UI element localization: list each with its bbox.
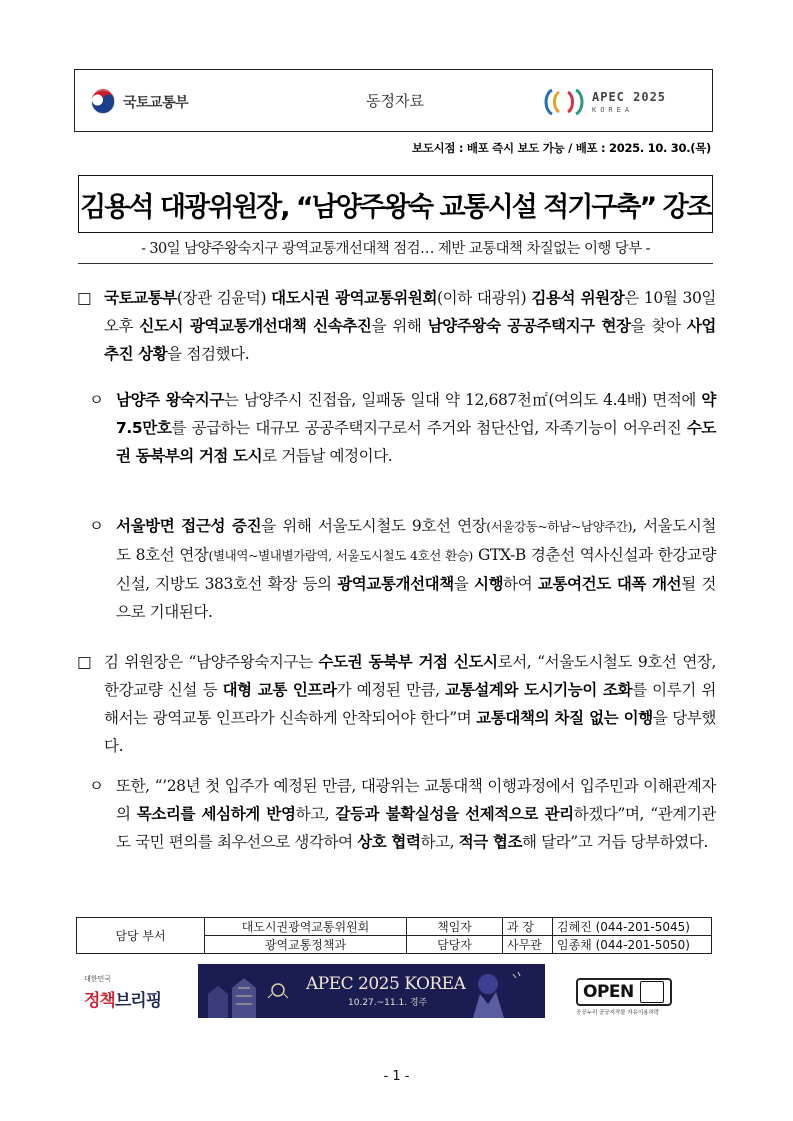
text-strong: 대형 교통 인프라 bbox=[222, 681, 337, 699]
text-strong: 광역교통개선대책 bbox=[337, 575, 454, 593]
briefing-text-a: 정책 bbox=[84, 991, 115, 1011]
text-strong: 목소리를 세심하게 반영 bbox=[136, 805, 296, 823]
text: 하고, bbox=[295, 805, 336, 823]
text: , 서울도시철도 8호선 연장 bbox=[116, 517, 717, 564]
text: 하고, bbox=[420, 833, 459, 851]
text: 을 위해 서울도시철도 9호선 연장 bbox=[261, 517, 487, 535]
text: 로서, “서울도시철도 9호선 연장, 한강교량 신설 등 bbox=[104, 653, 717, 699]
circle-bullet: ㅇ bbox=[89, 391, 104, 409]
briefing-text-b: 브리핑 bbox=[114, 991, 162, 1011]
person-cell: 임종채 (044-201-5050) bbox=[553, 936, 712, 954]
subtitle: - 30일 남양주왕숙지구 광역교통개선대책 점검… 제반 교통대책 차질없는 이행 당부 - bbox=[141, 241, 650, 257]
text: 을 점검했다. bbox=[167, 345, 250, 363]
text-small: (별내역~별내별가람역, 서울도시철도 4호선 환승) bbox=[208, 548, 473, 563]
dept-label: 담당 부서 bbox=[77, 918, 205, 954]
text: 을 위해 bbox=[371, 317, 428, 335]
text: 해 달라”고 거듭 당부하였다. bbox=[522, 833, 708, 851]
paragraph-3 bbox=[89, 512, 717, 626]
text-strong: 적극 협조 bbox=[458, 833, 523, 851]
role-cell: 책임자 bbox=[407, 918, 503, 936]
square-bullet: □ bbox=[77, 289, 92, 307]
text-strong: 국토교통부 bbox=[104, 289, 177, 307]
text: 를 이루기 위해서는 광역교통 인프라가 신속하게 안착되어야 한다”며 bbox=[104, 681, 717, 727]
paragraph-1 bbox=[77, 284, 716, 368]
text-strong: 수도권 동북부 거점 신도시 bbox=[318, 653, 498, 671]
apec-subtitle: KOREA bbox=[592, 106, 634, 114]
doc-type: 동정자료 bbox=[366, 92, 424, 110]
text-strong: 상호 협력 bbox=[357, 833, 421, 851]
apec-logo bbox=[542, 84, 682, 120]
text: GTX-B 경춘선 역사신설과 한강교량 신설, 지방도 383호선 확장 등의 bbox=[116, 546, 716, 593]
text: 하겠다”며, “관계기관도 국민 편의를 최우선으로 생각하여 bbox=[116, 805, 717, 851]
text: 로 거듭날 예정이다. bbox=[262, 447, 393, 465]
text: 은 10월 30일 오후 bbox=[104, 289, 716, 335]
text: 될 것으로 기대된다. bbox=[116, 575, 716, 621]
text-strong: 서울방면 접근성 증진 bbox=[116, 517, 262, 535]
ministry-logo bbox=[89, 88, 209, 116]
text: 하여 bbox=[503, 575, 538, 593]
text: 를 공급하는 대규모 공공주택지구로서 주거와 첨단산업, 자족기능이 어우러진 bbox=[171, 419, 687, 437]
text-strong: 사업 추진 상황 bbox=[104, 317, 716, 363]
banner-date: 10.27.~11.1. 경주 bbox=[348, 998, 428, 1008]
text: 을 bbox=[453, 575, 475, 593]
circle-bullet: ㅇ bbox=[89, 517, 104, 535]
text: (이하 대광위) bbox=[437, 289, 532, 307]
dept-name: 대도시권광역교통위원회 bbox=[205, 918, 407, 936]
text: 을 당부했다. bbox=[104, 709, 717, 755]
text-strong: 신도시 광역교통개선대책 신속추진 bbox=[139, 317, 372, 335]
contact-table bbox=[76, 917, 712, 954]
person-icon bbox=[640, 981, 664, 1003]
dept-name: 광역교통정책과 bbox=[205, 936, 407, 954]
table-row bbox=[77, 918, 712, 936]
text-strong: 교통여건도 대폭 개선 bbox=[537, 575, 682, 593]
text-small: (서울강동~하남~남양주간) bbox=[486, 519, 633, 534]
divider bbox=[78, 263, 713, 264]
text: 가 예정된 만큼, bbox=[336, 681, 446, 699]
ministry-name: 국토교통부 bbox=[123, 95, 189, 111]
banner-title: APEC 2025 KOREA bbox=[306, 974, 466, 994]
open-license-logo bbox=[576, 978, 674, 1018]
square-bullet: □ bbox=[77, 653, 92, 671]
apec-banner bbox=[198, 964, 545, 1018]
release-info: 보도시점 : 배포 즉시 보도 가능 / 배포 : 2025. 10. 30.(목) bbox=[411, 141, 711, 155]
page-title: 김용석 대광위원장, “남양주왕숙 교통시설 적기구축” 강조 bbox=[80, 191, 711, 223]
text-strong: 남양주왕숙 공공주택지구 현장 bbox=[427, 317, 631, 335]
text-strong: 교통대책의 차질 없는 이행 bbox=[476, 709, 653, 727]
apec-mark-icon bbox=[542, 86, 586, 118]
open-text: OPEN bbox=[583, 982, 634, 1002]
text-strong: 남양주 왕숙지구 bbox=[116, 391, 224, 409]
header-box bbox=[74, 69, 713, 132]
text: 는 남양주시 진접읍, 일패동 일대 약 12,687천㎡(여의도 4.4배) 면적에 bbox=[223, 391, 702, 409]
text: 또한, “’28년 첫 입주가 예정된 만큼, 대광위는 교통대책 이행과정에서 입주민과 이해관계자의 bbox=[116, 777, 716, 823]
text: (장관 김윤덕) bbox=[176, 289, 272, 307]
title-box bbox=[78, 175, 713, 233]
text-strong: 갈등과 불확실성을 선제적으로 관리 bbox=[335, 805, 574, 823]
policy-briefing-logo bbox=[84, 974, 174, 1018]
paragraph-2 bbox=[89, 386, 716, 470]
text-strong: 교통설계와 도시기능이 조화 bbox=[445, 681, 633, 699]
open-caption: 공공누리 공공저작물 자유이용허락 bbox=[576, 1010, 660, 1016]
person-cell: 김혜진 (044-201-5045) bbox=[553, 918, 712, 936]
text-strong: 김용석 위원장 bbox=[531, 289, 625, 307]
apec-title: APEC 2025 bbox=[592, 90, 667, 104]
title-cell: 과 장 bbox=[503, 918, 553, 936]
paragraph-5 bbox=[89, 772, 717, 856]
paragraph-4 bbox=[77, 648, 717, 760]
korea-label: 대한민국 bbox=[84, 975, 112, 983]
text-strong: 시행 bbox=[474, 575, 504, 593]
text: 김 위원장은 “남양주왕숙지구는 bbox=[104, 653, 319, 671]
page-number: - 1 - bbox=[383, 1069, 410, 1084]
text-strong: 수도권 동북부의 거점 도시 bbox=[116, 419, 716, 465]
text-strong: 약 7.5만호 bbox=[116, 391, 716, 437]
title-cell: 사무관 bbox=[503, 936, 553, 954]
circle-bullet: ㅇ bbox=[89, 777, 104, 795]
role-cell: 담당자 bbox=[407, 936, 503, 954]
text-strong: 대도시권 광역교통위원회 bbox=[271, 289, 438, 307]
taegeuk-icon bbox=[89, 88, 117, 116]
text: 을 찾아 bbox=[630, 317, 687, 335]
